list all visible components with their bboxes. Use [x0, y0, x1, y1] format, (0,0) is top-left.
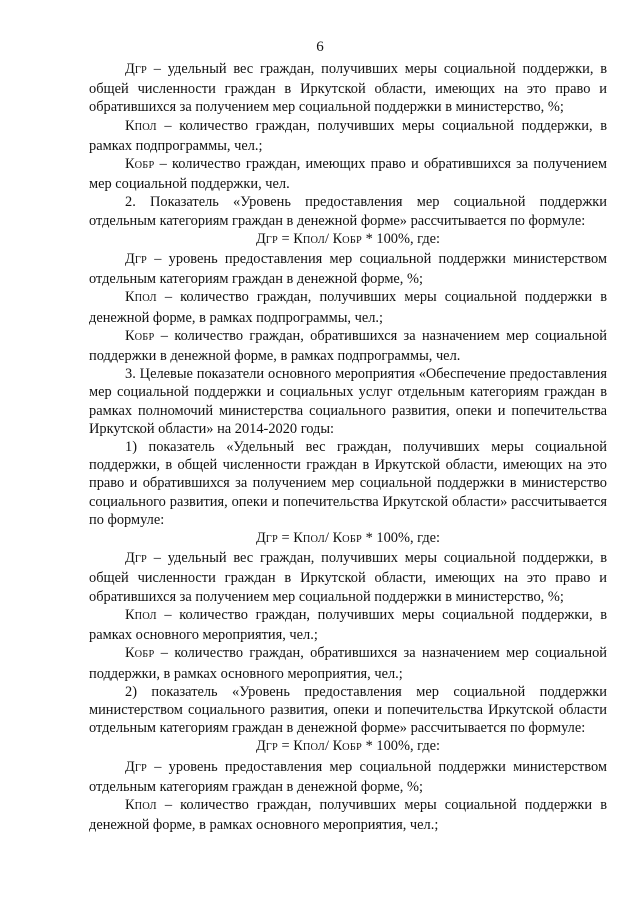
text-segment: Д: [125, 550, 135, 567]
paragraph: [89, 758, 607, 796]
text-segment: – количество граждан, получивших меры социальной поддержки в денежной форме, в рамках основного мероприятия, чел.;: [89, 796, 607, 834]
paragraph: [89, 250, 607, 288]
paragraph: [89, 60, 607, 117]
subscript-label: ОБР: [342, 534, 362, 546]
subscript-label: ОБР: [342, 742, 362, 754]
subscript-label: ГР: [134, 762, 147, 774]
text-segment: Д: [125, 251, 135, 268]
text-segment: – количество граждан, обратившихся за назначением мер социальной поддержки, в рамках основного мероприятия, чел.;: [89, 645, 607, 682]
paragraph: [89, 365, 607, 438]
text-segment: К: [125, 117, 135, 134]
subscript-label: ПОЛ: [302, 534, 325, 546]
text-segment: Д: [125, 61, 135, 77]
text-segment: – количество граждан, получивших меры социальной поддержки, в рамках основного мероприятия, чел.;: [89, 606, 607, 644]
paragraph: [89, 606, 607, 644]
text-segment: – уровень предоставления мер социальной поддержки министерством отдельным категориям граждан в денежной форме, %;: [89, 758, 607, 795]
paragraph: [89, 438, 607, 529]
subscript-label: ПОЛ: [134, 800, 157, 812]
text-segment: 2) показатель «Уровень предоставления мер социальной поддержки министерством социального развития, опеки и попечительства Иркутской области отдельным категориям граждан в денежной форме» рассчитывается по формуле:: [89, 683, 607, 737]
paragraph: [89, 155, 607, 193]
text-segment: – удельный вес граждан, получивших меры социальной поддержки, в общей численности граждан в Иркутской области, имеющих на это право и обратившихся за получением мер социальной поддержки в министерство, %;: [89, 550, 607, 605]
text-segment: Д: [125, 758, 135, 775]
text-segment: – количество граждан, получивших меры социальной поддержки в денежной форме, в рамках подпрограммы, чел.;: [89, 289, 607, 326]
text-segment: Д: [255, 530, 266, 547]
text-segment: – уровень предоставления мер социальной поддержки министерством отдельным категориям граждан в денежной форме, %;: [89, 251, 607, 288]
paragraph: [89, 117, 607, 155]
text-segment: 3. Целевые показатели основного мероприятия «Обеспечение предоставления мер социальной поддержки и социальных услуг отдельным категориям граждан в рамках полномочий министерства социального развития, опеки и попечительства Иркутской области» на 2014-2020 годы:: [89, 366, 607, 437]
page-number: 6: [316, 39, 324, 55]
paragraph: [89, 193, 607, 229]
paragraph: [89, 549, 607, 606]
text-segment: К: [125, 796, 135, 813]
text-segment: К: [125, 645, 135, 662]
paragraph: [89, 683, 607, 738]
text-segment: / К: [324, 230, 343, 247]
paragraph: [89, 644, 607, 682]
subscript-label: ПОЛ: [302, 234, 325, 246]
text-segment: * 100%, где:: [362, 530, 441, 547]
text-segment: / К: [324, 530, 343, 547]
text-segment: К: [125, 289, 135, 306]
text-segment: – количество граждан, обратившихся за назначением мер социальной поддержки в денежной форме, в рамках подпрограммы, чел.: [89, 327, 607, 365]
subscript-label: ГР: [134, 65, 147, 76]
subscript-label: ПОЛ: [134, 293, 157, 305]
subscript-label: ОБР: [134, 331, 155, 343]
text-segment: = К: [277, 530, 303, 547]
text-segment: – количество граждан, получивших меры социальной поддержки, в рамках подпрограммы, чел.;: [89, 117, 607, 154]
subscript-label: ОБР: [342, 234, 362, 246]
subscript-label: ГР: [265, 534, 278, 546]
subscript-label: ПОЛ: [134, 121, 157, 133]
document-body: [89, 60, 607, 834]
text-segment: К: [125, 606, 135, 623]
text-segment: – количество граждан, имеющих право и обратившихся за получением мер социальной поддержки, чел.: [89, 156, 607, 193]
text-segment: 1) показатель «Удельный вес граждан, получивших меры социальной поддержки, в общей численности граждан в Иркутской области, имеющих на это право и обратившихся за получением мер социальной поддержки в министерство социального развития, опеки и попечительства Иркутской области» рассчитывается по формуле:: [89, 439, 607, 528]
text-segment: = К: [277, 230, 303, 247]
paragraph: [89, 327, 607, 365]
subscript-label: ОБР: [134, 649, 155, 661]
text-segment: * 100%, где:: [362, 738, 441, 755]
text-segment: К: [125, 156, 135, 173]
paragraph: [89, 288, 607, 326]
formula-line: [89, 230, 607, 250]
subscript-label: ПОЛ: [134, 610, 157, 622]
subscript-label: ОБР: [134, 160, 155, 172]
text-segment: К: [125, 327, 135, 344]
subscript-label: ПОЛ: [302, 742, 325, 754]
formula-line: [89, 529, 607, 549]
text-segment: – удельный вес граждан, получивших меры социальной поддержки, в общей численности граждан в Иркутской области, имеющих на это право и обратившихся за получением мер социальной поддержки в министерство, %;: [89, 61, 607, 116]
text-segment: Д: [255, 230, 266, 247]
text-segment: = К: [277, 738, 303, 755]
text-segment: * 100%, где:: [362, 230, 441, 247]
subscript-label: ГР: [134, 554, 147, 566]
formula-line: [89, 737, 607, 757]
text-segment: / К: [324, 738, 343, 755]
text-segment: Д: [255, 738, 266, 755]
paragraph: [89, 796, 607, 834]
subscript-label: ГР: [265, 234, 278, 246]
subscript-label: ГР: [134, 255, 147, 267]
subscript-label: ГР: [265, 742, 278, 754]
text-segment: 2. Показатель «Уровень предоставления мер социальной поддержки отдельным категориям граждан в денежной форме» рассчитывается по формуле:: [89, 194, 607, 229]
